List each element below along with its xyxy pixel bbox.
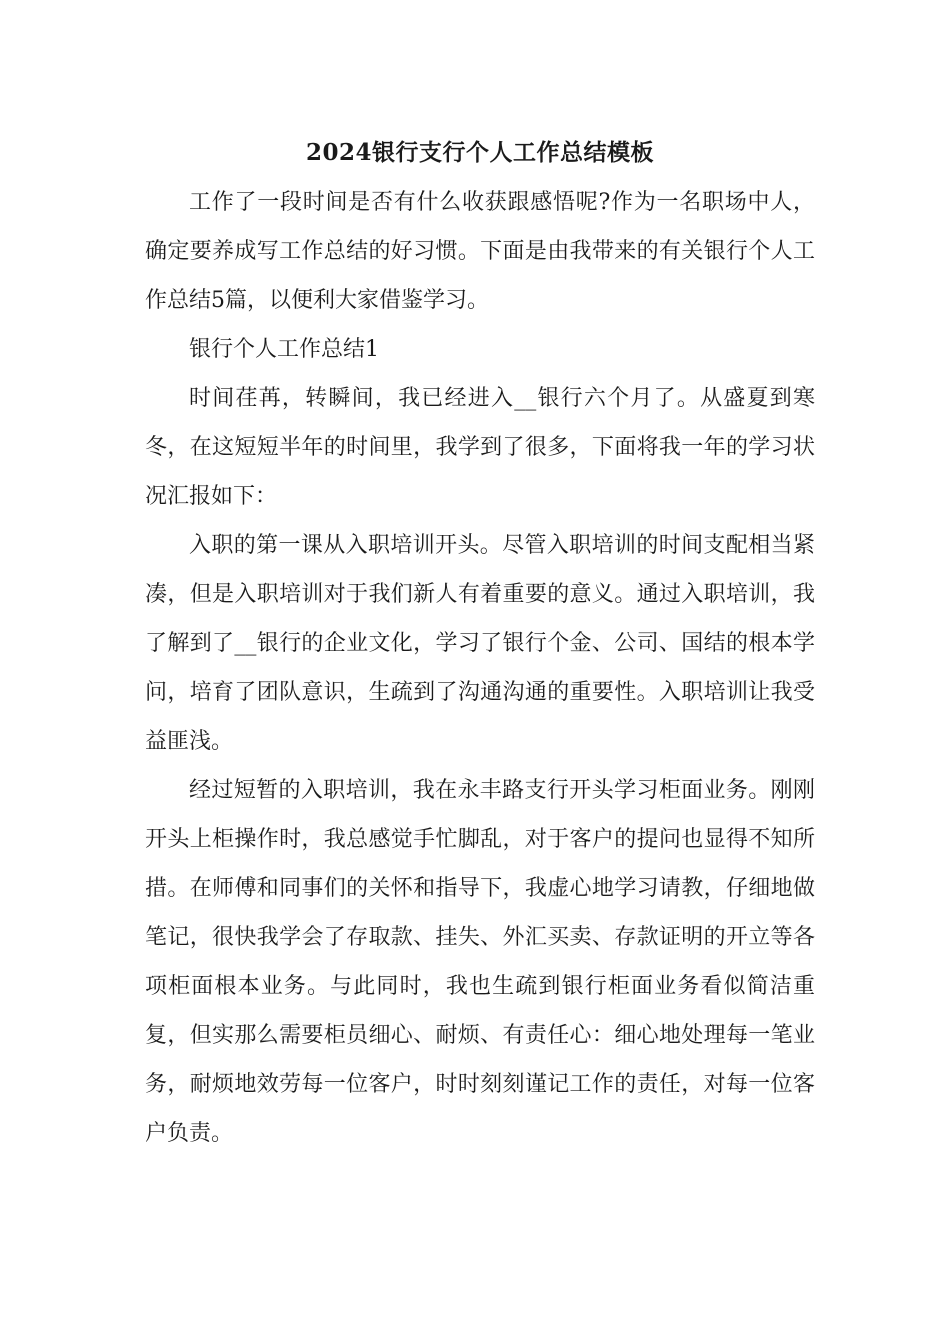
document-title: 2024银行支行个人工作总结模板 — [305, 139, 654, 166]
body-paragraph: 入职的第一课从入职培训开头。尽管入职培训的时间支配相当紧凑，但是入职培训对于我们新人有着重要的意义。通过入职培训，我了解到了__银行的企业文化，学习了银行个金、公司、国结的根本学问，培育了团队意识，生疏到了沟通沟通的重要性。入职培训让我受益匪浅。 — [145, 533, 815, 754]
document-body — [145, 128, 815, 1158]
intro-paragraph: 工作了一段时间是否有什么收获跟感悟呢?作为一名职场中人，确定要养成写工作总结的好习惯。下面是由我带来的有关银行个人工作总结5篇，以便利大家借鉴学习。 — [145, 190, 815, 313]
body-paragraph: 经过短暂的入职培训，我在永丰路支行开头学习柜面业务。刚刚开头上柜操作时，我总感觉手忙脚乱，对于客户的提问也显得不知所措。在师傅和同事们的关怀和指导下，我虚心地学习请教，仔细地做笔记，很快我学会了存取款、挂失、外汇买卖、存款证明的开立等各项柜面根本业务。与此同时，我也生疏到银行柜面业务看似简洁重复，但实那么需要柜员细心、耐烦、有责任心：细心地处理每一笔业务，耐烦地效劳每一位客户，时时刻刻谨记工作的责任，对每一位客户负责。 — [145, 778, 815, 1146]
body-paragraph: 时间荏苒，转瞬间，我已经进入__银行六个月了。从盛夏到寒冬，在这短短半年的时间里，我学到了很多，下面将我一年的学习状况汇报如下： — [145, 386, 815, 509]
section-heading: 银行个人工作总结1 — [189, 337, 379, 362]
